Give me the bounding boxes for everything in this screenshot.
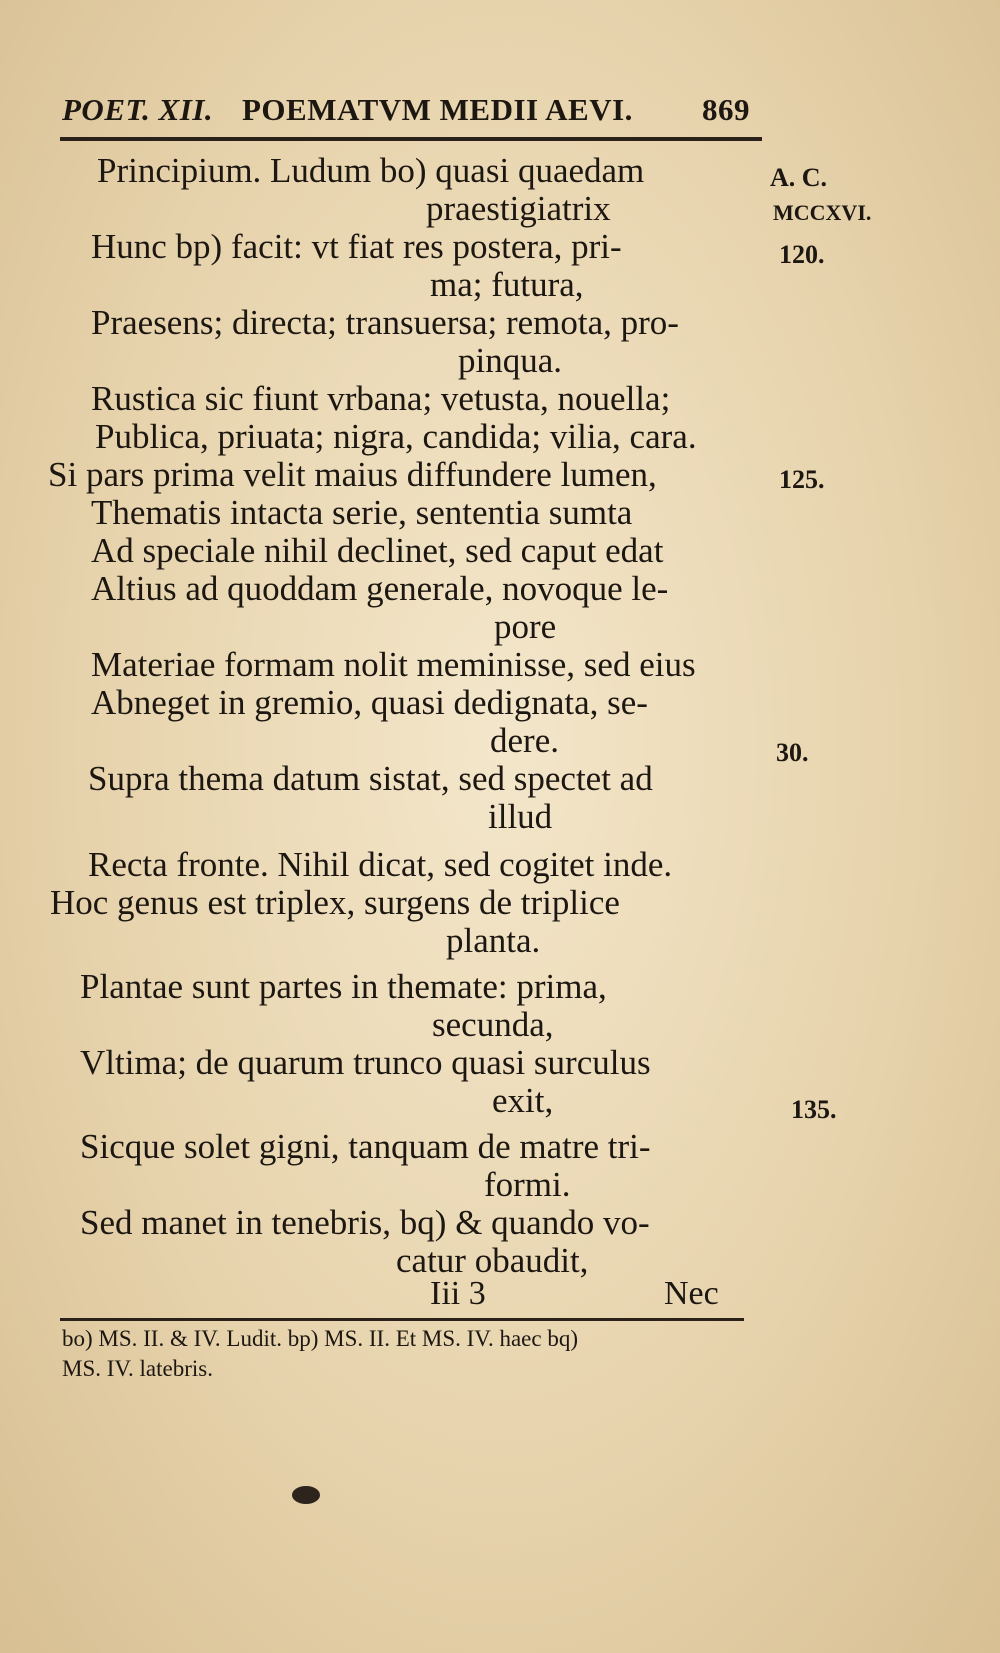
verse-line: Praesens; directa; transuersa; remota, pro- <box>91 303 679 342</box>
verse-line: ma; futura, <box>430 265 584 304</box>
footnote-line: MS. IV. latebris. <box>62 1356 213 1381</box>
verse-line: Sed manet in tenebris, bq) & quando vo- <box>80 1203 650 1242</box>
verse-line: Rustica sic fiunt vrbana; vetusta, nouella; <box>91 379 671 418</box>
margin-year-roman: MCCXVI. <box>773 200 872 225</box>
margin-line-number: 125. <box>779 465 825 494</box>
verse-line: exit, <box>492 1081 554 1120</box>
verse-line: dere. <box>490 721 559 760</box>
verse-line: Si pars prima velit maius diffundere lumen, <box>48 455 657 494</box>
verse-line: Vltima; de quarum trunco quasi surculus <box>80 1043 651 1082</box>
running-title: POEMATVM MEDII AEVI. <box>242 92 633 127</box>
verse-line: Thematis intacta serie, sententia sumta <box>91 493 633 532</box>
section-label: POET. XII. <box>62 92 214 127</box>
verse-line: Sicque solet gigni, tanquam de matre tri- <box>80 1127 651 1166</box>
verse-line: illud <box>488 797 553 836</box>
verse-line: secunda, <box>432 1005 554 1044</box>
verse-line: Ad speciale nihil declinet, sed caput edat <box>91 531 664 570</box>
verse-line: Principium. Ludum bo) quasi quaedam <box>97 151 645 190</box>
verse-line: Recta fronte. Nihil dicat, sed cogitet inde. <box>88 845 673 884</box>
verse-line: pinqua. <box>458 341 563 380</box>
verse-line: catur obaudit, <box>396 1241 589 1280</box>
footnote-line: bo) MS. II. & IV. Ludit. bp) MS. II. Et MS. IV. haec bq) <box>62 1326 578 1351</box>
verse-line: Altius ad quoddam generale, novoque le- <box>91 569 669 608</box>
verse-line: Hunc bp) facit: vt fiat res postera, pri- <box>91 227 622 266</box>
verse-line: Materiae formam nolit meminisse, sed eius <box>91 645 696 684</box>
margin-line-number: 30. <box>776 738 809 767</box>
verse-line: praestigiatrix <box>426 189 611 228</box>
page-number: 869 <box>702 92 750 127</box>
margin-line-number: 120. <box>779 240 825 269</box>
verse-line: Plantae sunt partes in themate: prima, <box>80 967 607 1006</box>
ink-blot <box>292 1486 320 1504</box>
verse-line: Publica, priuata; nigra, candida; vilia, cara. <box>95 417 697 456</box>
verse-line: pore <box>494 607 557 646</box>
verse-line: Supra thema datum sistat, sed spectet ad <box>88 759 653 798</box>
verse-line: planta. <box>446 921 541 960</box>
verse-line: Abneget in gremio, quasi dedignata, se- <box>91 683 648 722</box>
running-header <box>62 92 762 136</box>
margin-line-number: 135. <box>791 1095 837 1124</box>
signature-mark: Iii 3 <box>430 1275 486 1312</box>
verse-line: formi. <box>484 1165 571 1204</box>
catchword: Nec <box>664 1275 719 1312</box>
header-rule <box>60 137 762 141</box>
verse-line: Hoc genus est triplex, surgens de triplice <box>50 883 620 922</box>
footnote-rule <box>60 1318 744 1321</box>
margin-year-ac: A. C. <box>770 163 828 192</box>
